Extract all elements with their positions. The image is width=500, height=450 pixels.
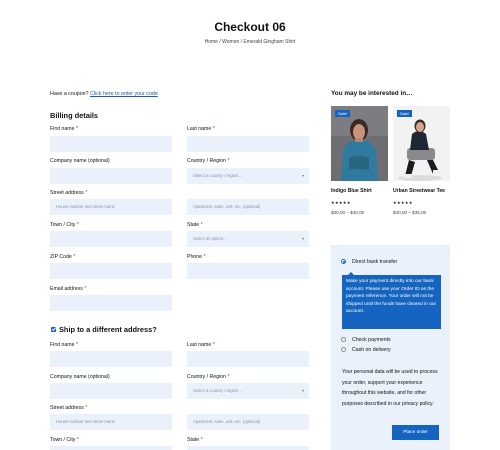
page-title: Checkout 06 [214,20,286,34]
billing-first-name-label: First name * [50,126,78,132]
breadcrumb[interactable]: Home / Women / Emerald Gingham Shirt [204,39,296,45]
chevron-down-icon: ▾ [301,236,304,241]
shipping-street-label: Street address * [50,405,88,411]
product-image-indigo-shirt[interactable] [331,106,388,181]
payment-radio-cod[interactable] [341,347,346,352]
product-photo [331,106,388,181]
shipping-town-label: Town / City * [50,437,79,443]
payment-radio-bank-transfer[interactable] [341,259,346,264]
shipping-company-label: Company name (optional) [50,374,110,380]
place-order-button[interactable]: Place order [392,425,439,440]
billing-email-field[interactable] [50,295,172,311]
billing-street-label: Street address * [50,190,88,196]
shipping-company-field[interactable] [50,383,172,399]
shipping-last-name-label: Last name * [187,342,215,348]
shipping-title: Ship to a different address? [59,325,157,334]
payment-radio-check[interactable] [341,337,346,342]
chevron-down-icon: ▾ [301,173,304,178]
shipping-first-name-label: First name * [50,342,78,348]
shipping-country-label: Country / Region * [187,374,230,380]
billing-first-name-field[interactable] [50,136,172,152]
coupon-text: Have a coupon? [50,91,89,97]
privacy-notice: Your personal data will be used to process your order, support your experience throughout this website, and for other purposes described in our privacy policy. [342,369,438,407]
billing-company-field[interactable] [50,168,172,184]
billing-title: Billing details [50,111,99,120]
rating-stars: ★★★★★ [393,200,413,205]
product-photo [393,106,450,181]
billing-state-select[interactable]: Select an option… ▾ [187,231,309,247]
payment-description: Make your payment directly into our bank account. Please use your Order ID as the payment reference. Your order will not be shipped until the funds have cleared in our account. [342,275,441,329]
shipping-town-field[interactable] [50,446,172,450]
shipping-street-field[interactable]: House number and street name [50,414,172,430]
billing-town-field[interactable] [50,231,172,247]
product-name[interactable]: Indigo Blue Shirt [331,188,372,194]
product-price: $30,00 – $35,00 [393,210,427,215]
shipping-apartment-field[interactable]: Apartment, suite, unit, etc. (optional) [187,414,309,430]
billing-last-name-field[interactable] [187,136,309,152]
recommendations-title: You may be interested in… [331,90,413,97]
sale-badge: Sale! [397,110,412,117]
product-price: $30,00 – $40,00 [331,210,365,215]
billing-town-label: Town / City * [50,222,79,228]
payment-label-bank-transfer: Direct bank transfer [352,259,398,265]
shipping-state-label: State * [187,437,203,443]
billing-zip-label: ZIP Code * [50,254,76,260]
chevron-down-icon: ▾ [301,388,304,393]
shipping-first-name-field[interactable] [50,351,172,367]
billing-street-field[interactable]: House number and street name [50,199,172,215]
billing-company-label: Company name (optional) [50,158,110,164]
shipping-state-select[interactable] [187,446,309,450]
billing-phone-field[interactable] [187,263,309,279]
sale-badge: Sale! [335,110,350,117]
billing-email-label: Email address * [50,286,87,292]
product-image-urban-tee[interactable] [393,106,450,181]
payment-label-check: Check payments [352,337,391,343]
product-name[interactable]: Urban Streetwear Tee [393,188,445,194]
coupon-notice [50,91,158,97]
billing-zip-field[interactable] [50,263,172,279]
ship-different-checkbox[interactable] [51,327,56,332]
billing-country-label: Country / Region * [187,158,230,164]
billing-apartment-field[interactable]: Apartment, suite, unit, etc. (optional) [187,199,309,215]
billing-phone-label: Phone * [187,254,206,260]
billing-state-label: State * [187,222,203,228]
payment-label-cod: Cash on delivery [352,347,391,353]
billing-last-name-label: Last name * [187,126,215,132]
shipping-last-name-field[interactable] [187,351,309,367]
billing-country-select[interactable]: Select a country / region… ▾ [187,168,309,184]
shipping-country-select[interactable]: Select a country / region… ▾ [187,383,309,399]
coupon-link[interactable]: Click here to enter your code [90,91,158,97]
rating-stars: ★★★★★ [331,200,351,205]
